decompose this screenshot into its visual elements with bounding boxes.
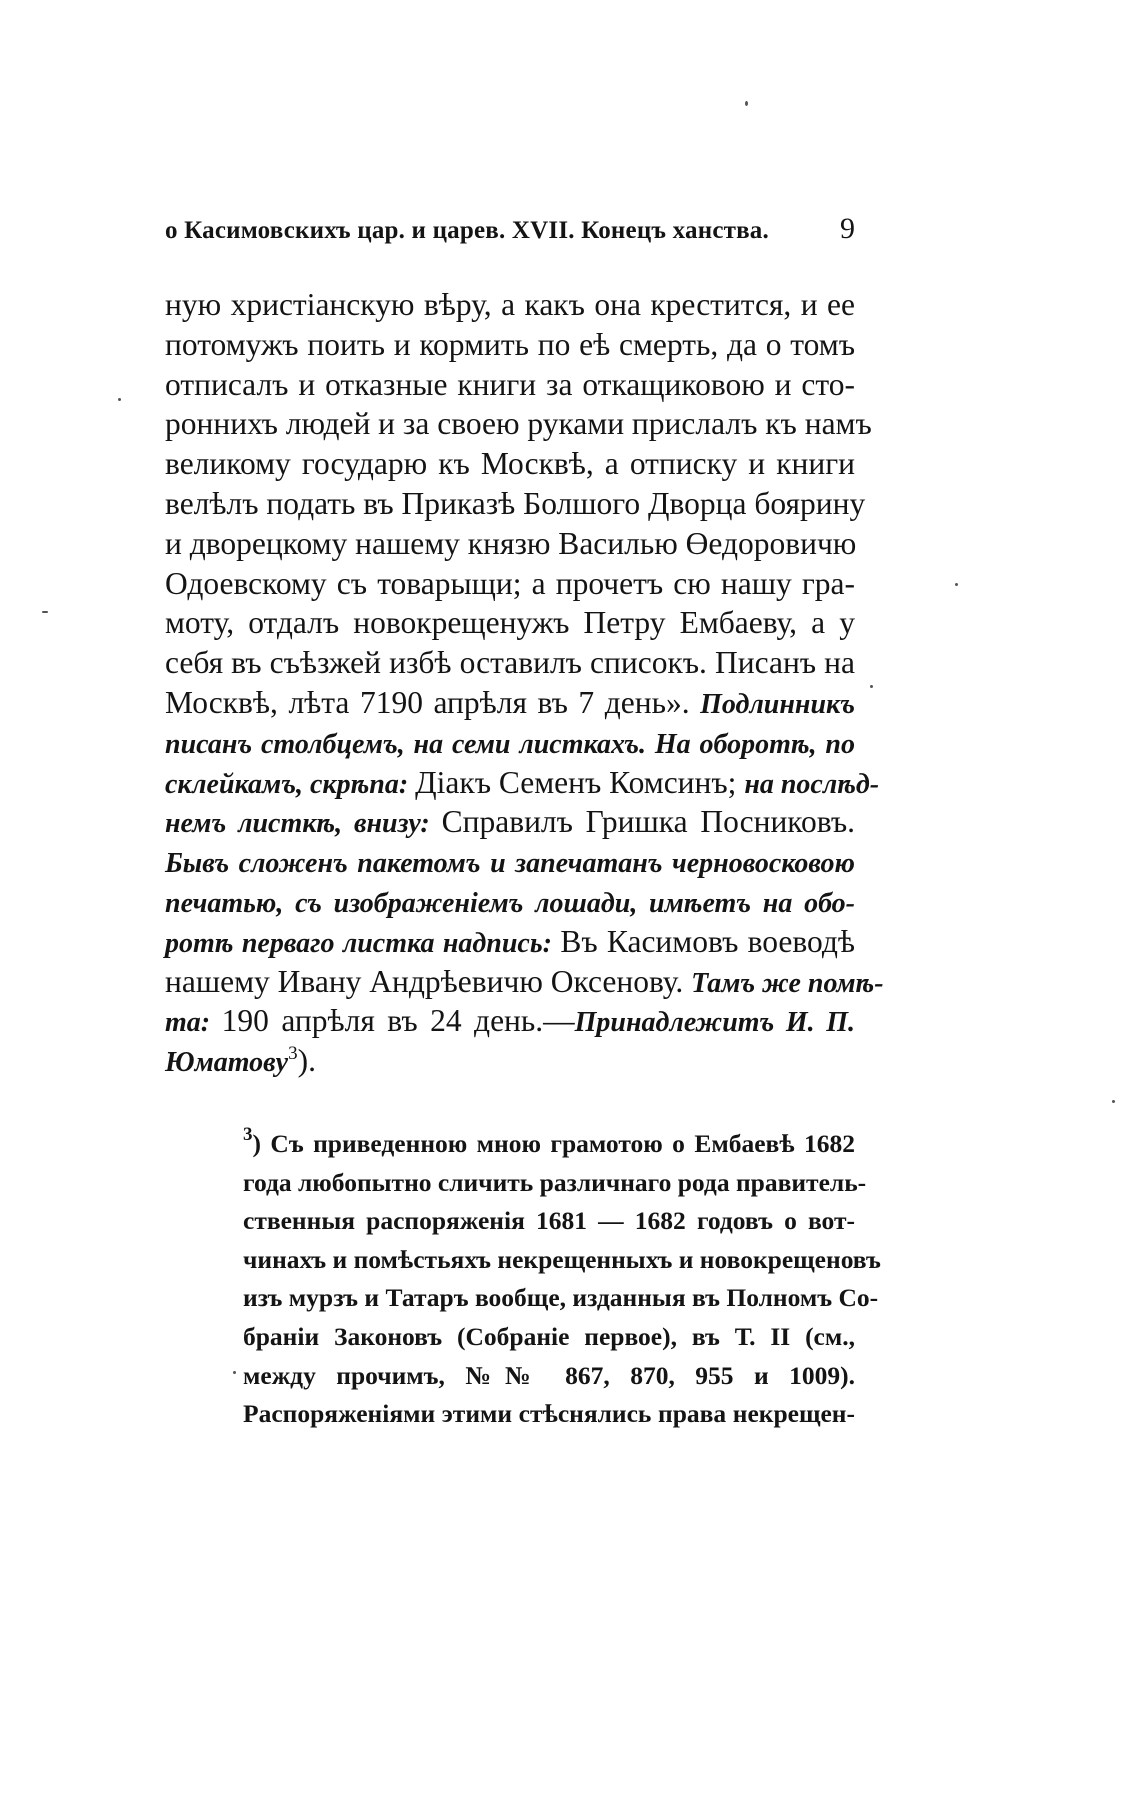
italic-segment: склейкамъ, скрѣпа:: [165, 768, 416, 800]
italic-segment: ротѣ перваго листка надпись:: [165, 927, 561, 959]
footnote-line: [243, 1164, 867, 1203]
page-number: 9: [840, 212, 855, 245]
text-line: [165, 524, 855, 564]
footnote-text: бранiи Законовъ (Собранiе первое), въ Т. II (см.,: [243, 1321, 855, 1351]
italic-segment: Принадлежитъ И. П.: [574, 1007, 855, 1039]
text-line: [165, 643, 855, 683]
scan-speck: [42, 611, 48, 613]
text-line: [165, 802, 855, 842]
running-head-title: о Касимовскихъ цар. и царев. XVII. Конецъ ханства.: [165, 217, 769, 244]
footnote-text: ) Съ приведенною мною грамотою о Ембаевѣ 1682: [252, 1129, 855, 1158]
text-line: [165, 444, 855, 484]
text-segment: Въ Касимовъ воеводѣ: [560, 923, 855, 959]
text-line: [165, 1041, 855, 1081]
scan-speck: [955, 583, 958, 586]
footnote-line: [243, 1279, 879, 1318]
text-segment: и дворецкому нашему князю Василью Өедоровичю: [165, 525, 857, 561]
footnote-line: [243, 1357, 855, 1396]
footnote-line: [243, 1202, 855, 1241]
footnote-text: года любопытно сличить различнаго рода правитель-: [243, 1167, 867, 1197]
footnote-line: [243, 1318, 855, 1357]
text-line: [165, 882, 855, 922]
footnote-text: чинахъ и помѣстьяхъ некрещенныхъ и новокрещеновъ: [243, 1244, 881, 1274]
scan-speck: [118, 398, 121, 401]
scan-speck: [745, 101, 748, 106]
text-segment: ).: [297, 1043, 316, 1079]
text-segment: отписалъ и отказные книги за откащиковою и сто-: [165, 366, 855, 402]
italic-segment: немъ листкѣ, внизу:: [165, 808, 442, 840]
text-segment: великому государю къ Москвѣ, а отписку и книги: [165, 446, 855, 482]
text-line: [165, 763, 880, 803]
text-line: [165, 365, 855, 405]
scan-speck: [870, 685, 873, 688]
text-segment: нашему Ивану Андрѣевичю Оксенову.: [165, 963, 692, 999]
italic-segment: та:: [165, 1007, 222, 1039]
text-segment: Одоевскому съ товарыщи; а прочетъ сю нашу гра-: [165, 565, 855, 601]
italic-segment: Подлинникъ: [700, 688, 855, 720]
text-segment: себя въ съѣзжей избѣ оставилъ списокъ. Писанъ на: [165, 645, 855, 681]
text-line: [165, 484, 866, 524]
footnote-text: ственныя распоряженiя 1681 — 1682 годовъ о вот-: [243, 1206, 855, 1236]
footnote-text: изъ мурзъ и Татаръ вообще, изданныя въ Полномъ Со-: [243, 1283, 879, 1313]
text-line: [165, 1001, 855, 1041]
italic-segment: Тамъ же помѣ-: [691, 967, 884, 999]
footnote-marker: 3: [243, 1124, 253, 1145]
footnote-text: Распоряженiями этими стѣснялись права некрещен-: [243, 1399, 855, 1429]
text-line: [165, 603, 855, 643]
text-line: [165, 962, 884, 1002]
text-segment: Дiакъ Семенъ Комсинъ;: [415, 764, 745, 800]
text-segment: потомужъ поить и кормить по eѣ смерть, да о томъ: [165, 326, 855, 362]
text-line: [165, 285, 855, 325]
text-segment: 190 апрѣля въ 24 день.—: [221, 1003, 575, 1039]
italic-segment: Юматову: [165, 1047, 289, 1079]
text-line: [165, 683, 855, 723]
footnote-block: [243, 1124, 881, 1434]
footnote-line: [243, 1241, 881, 1280]
italic-segment: писанъ столбцемъ, на семи листкахъ. На оборотѣ, по: [165, 728, 855, 760]
scan-speck: [1112, 1100, 1115, 1103]
italic-segment: на послѣд-: [744, 768, 880, 800]
footnote-line: [243, 1395, 855, 1434]
text-segment: ную христiанскую вѣру, а какъ она крестится, и ее: [165, 287, 855, 322]
italic-segment: Бывъ сложенъ пакетомъ и запечатанъ черновосковою: [165, 848, 855, 880]
text-line: [165, 564, 855, 604]
text-segment: Москвѣ, лѣта 7190 апрѣля въ 7 день».: [165, 684, 701, 720]
footnote-line: [243, 1125, 855, 1164]
footnote-text: между прочимъ, №№ 867, 870, 955 и 1009).: [243, 1360, 855, 1390]
text-segment: Справилъ Гришка Посниковъ.: [441, 804, 856, 840]
scan-speck: [233, 1371, 236, 1374]
italic-segment: печатью, съ изображенiемъ лошади, имѣетъ на обо-: [165, 887, 855, 919]
text-line: [165, 325, 855, 365]
text-segment: роннихъ людей и за своею руками прислалъ къ намъ: [165, 406, 872, 442]
main-text-block: [165, 285, 884, 1081]
text-segment: моту, отдалъ новокрещенужъ Петру Ембаеву, а у: [165, 605, 855, 641]
text-line: [165, 723, 855, 763]
running-head: [165, 212, 855, 252]
text-line: [165, 842, 855, 882]
text-line: [165, 404, 872, 444]
text-line: [165, 922, 855, 962]
footnote-reference: 3: [288, 1043, 298, 1065]
text-segment: велѣлъ подать въ Приказѣ Болшого Дворца боярину: [165, 485, 866, 521]
